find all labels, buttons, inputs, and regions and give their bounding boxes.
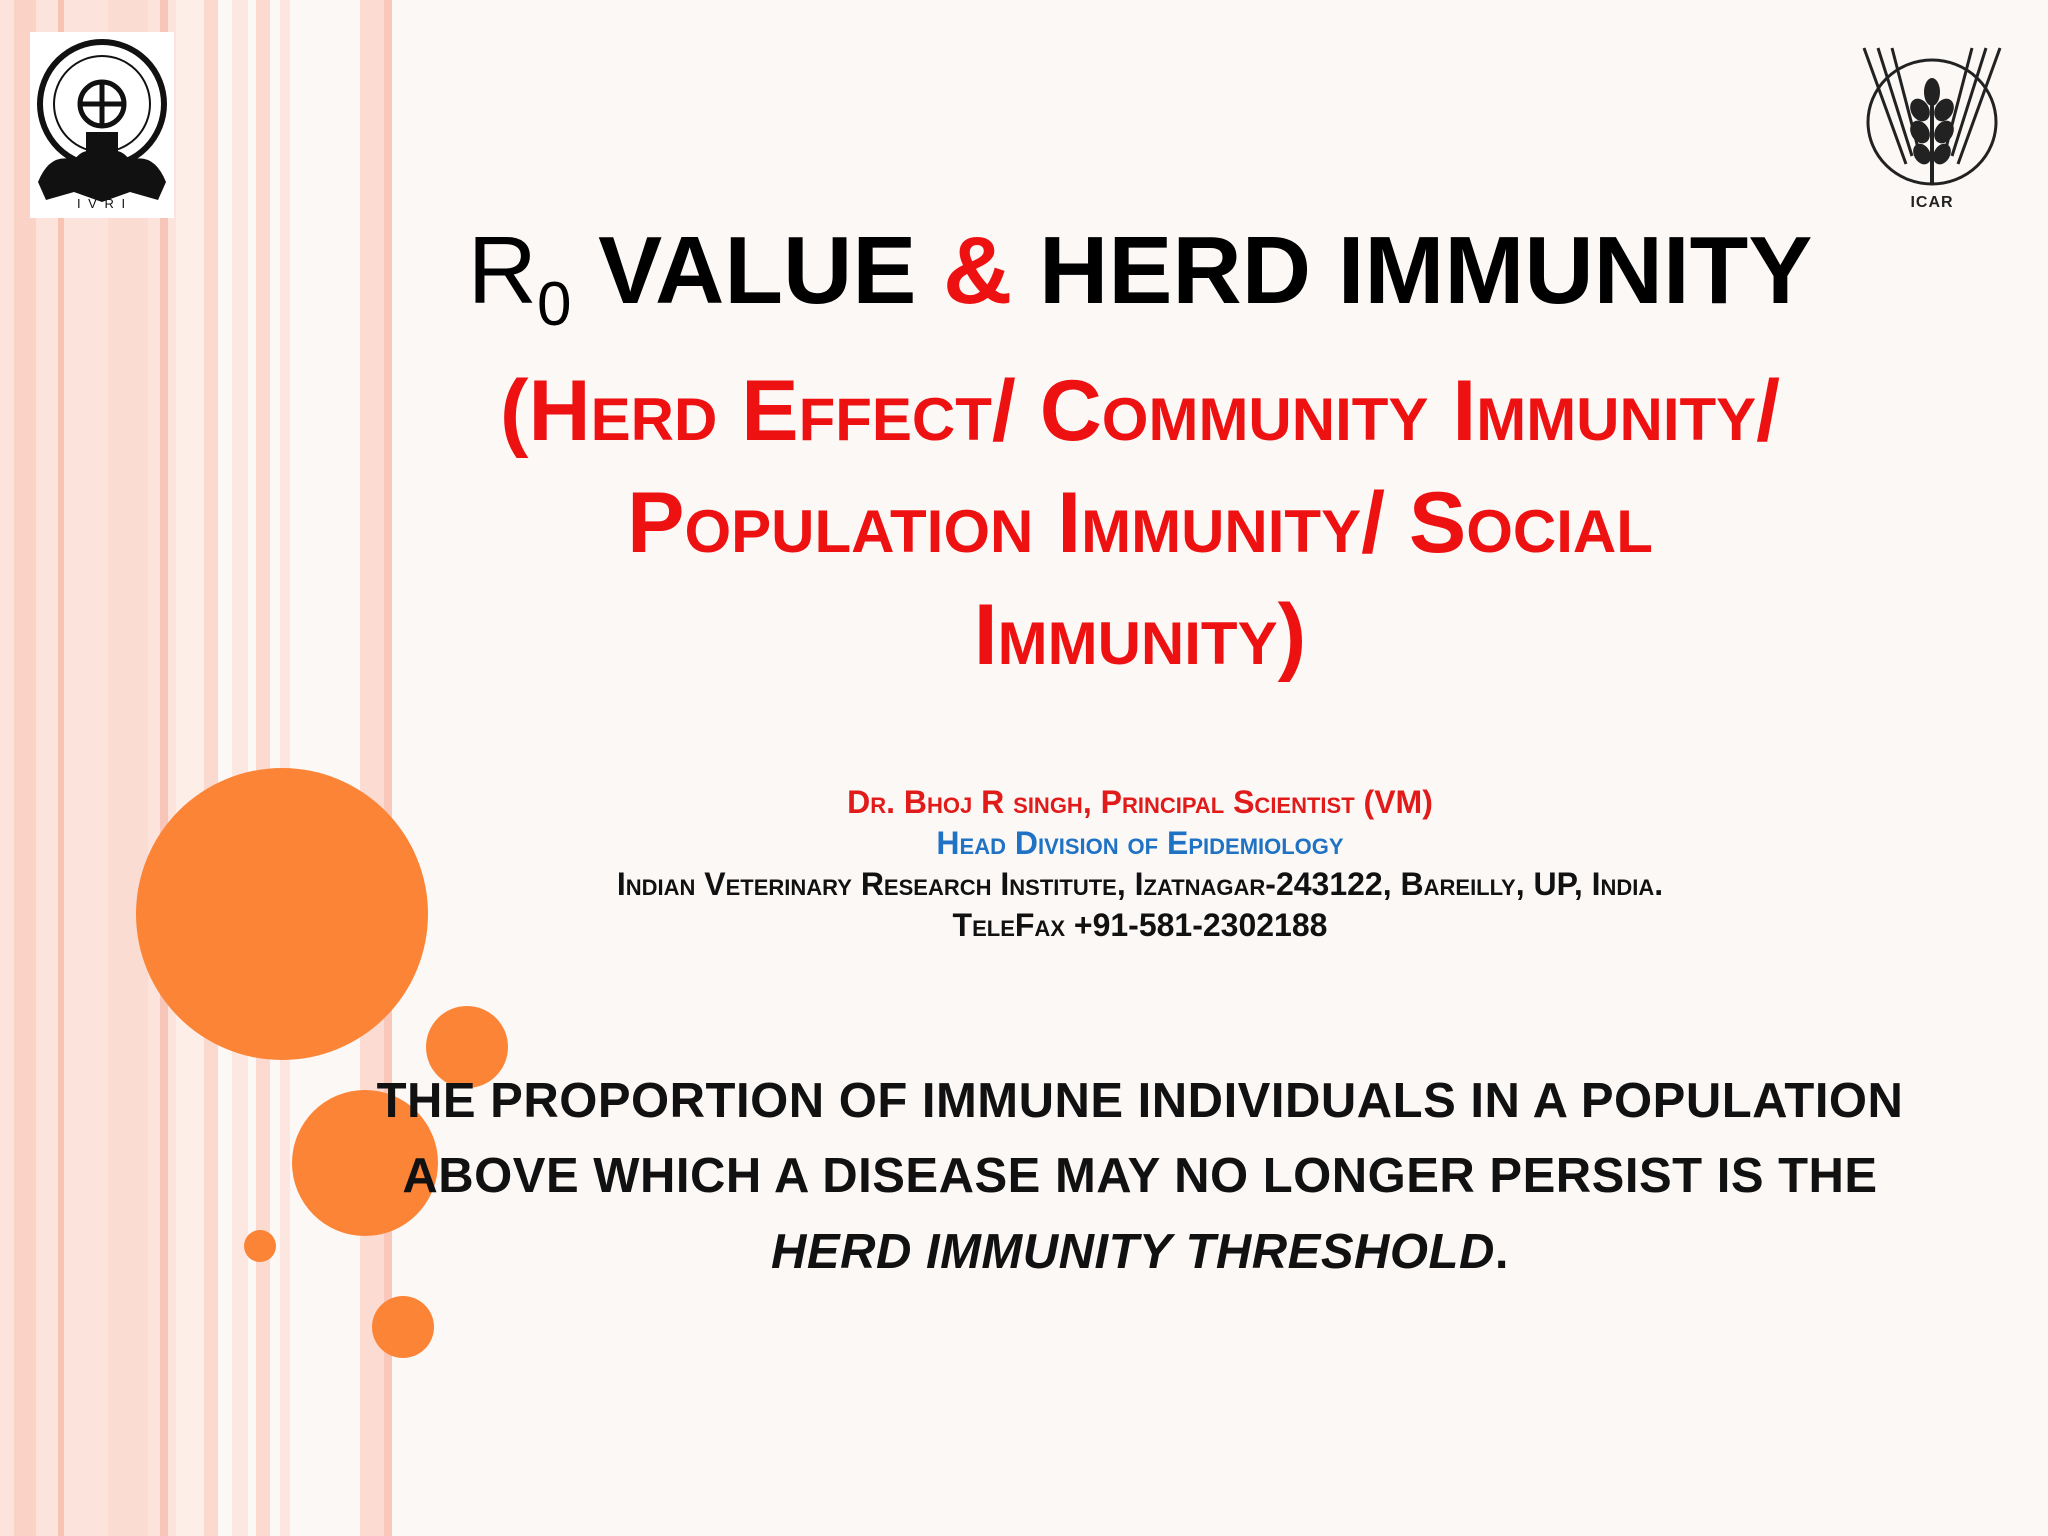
left-stripe — [160, 0, 168, 1536]
left-stripe — [232, 0, 248, 1536]
left-stripe — [108, 0, 148, 1536]
title-r-symbol: R — [467, 217, 537, 324]
ivri-logo-text: I V R I — [76, 196, 128, 211]
definition-line-1: THE PROPORTION OF IMMUNE INDIVIDUALS IN A POPULATION — [376, 1074, 1904, 1128]
subtitle-line-1: (Herd Effect/ Community Immunity/ — [499, 363, 1781, 459]
icar-logo-text: ICAR — [1910, 194, 1954, 211]
title-ampersand: & — [943, 217, 1013, 324]
definition-line-2: ABOVE WHICH A DISEASE MAY NO LONGER PERSIST IS THE — [402, 1149, 1878, 1204]
slide-subtitle — [320, 356, 1960, 691]
orange-circle-small — [244, 1230, 276, 1262]
author-name: Dr. Bhoj R singh, Principal Scientist (VM) — [847, 784, 1433, 820]
author-institute: Indian Veterinary Research Institute, Izatnagar-243122, Bareilly, UP, India. — [616, 866, 1664, 902]
definition-emphasis: HERD IMMUNITY THRESHOLD — [771, 1224, 1495, 1279]
author-division: Head Division of Epidemiology — [936, 825, 1344, 861]
ivri-emblem-icon — [30, 32, 174, 218]
author-telefax: TeleFax +91-581-2302188 — [952, 907, 1328, 943]
left-stripe — [14, 0, 36, 1536]
orange-circle — [372, 1296, 434, 1358]
icar-logo — [1850, 44, 2010, 220]
subtitle-line-2: Population Immunity/ Social — [627, 474, 1653, 571]
definition-text — [340, 1064, 1940, 1290]
definition-line-3 — [340, 1215, 1940, 1290]
subtitle-line-3: Immunity) — [973, 586, 1307, 683]
title-part2: HERD IMMUNITY — [1039, 217, 1813, 324]
left-stripe — [58, 0, 64, 1536]
title-subscript: 0 — [536, 270, 572, 339]
ivri-logo — [30, 32, 174, 218]
left-stripe — [176, 0, 204, 1536]
definition-period: . — [1494, 1224, 1509, 1279]
left-stripe — [204, 0, 218, 1536]
slide-title — [340, 218, 1940, 339]
title-part1: VALUE — [598, 217, 917, 324]
